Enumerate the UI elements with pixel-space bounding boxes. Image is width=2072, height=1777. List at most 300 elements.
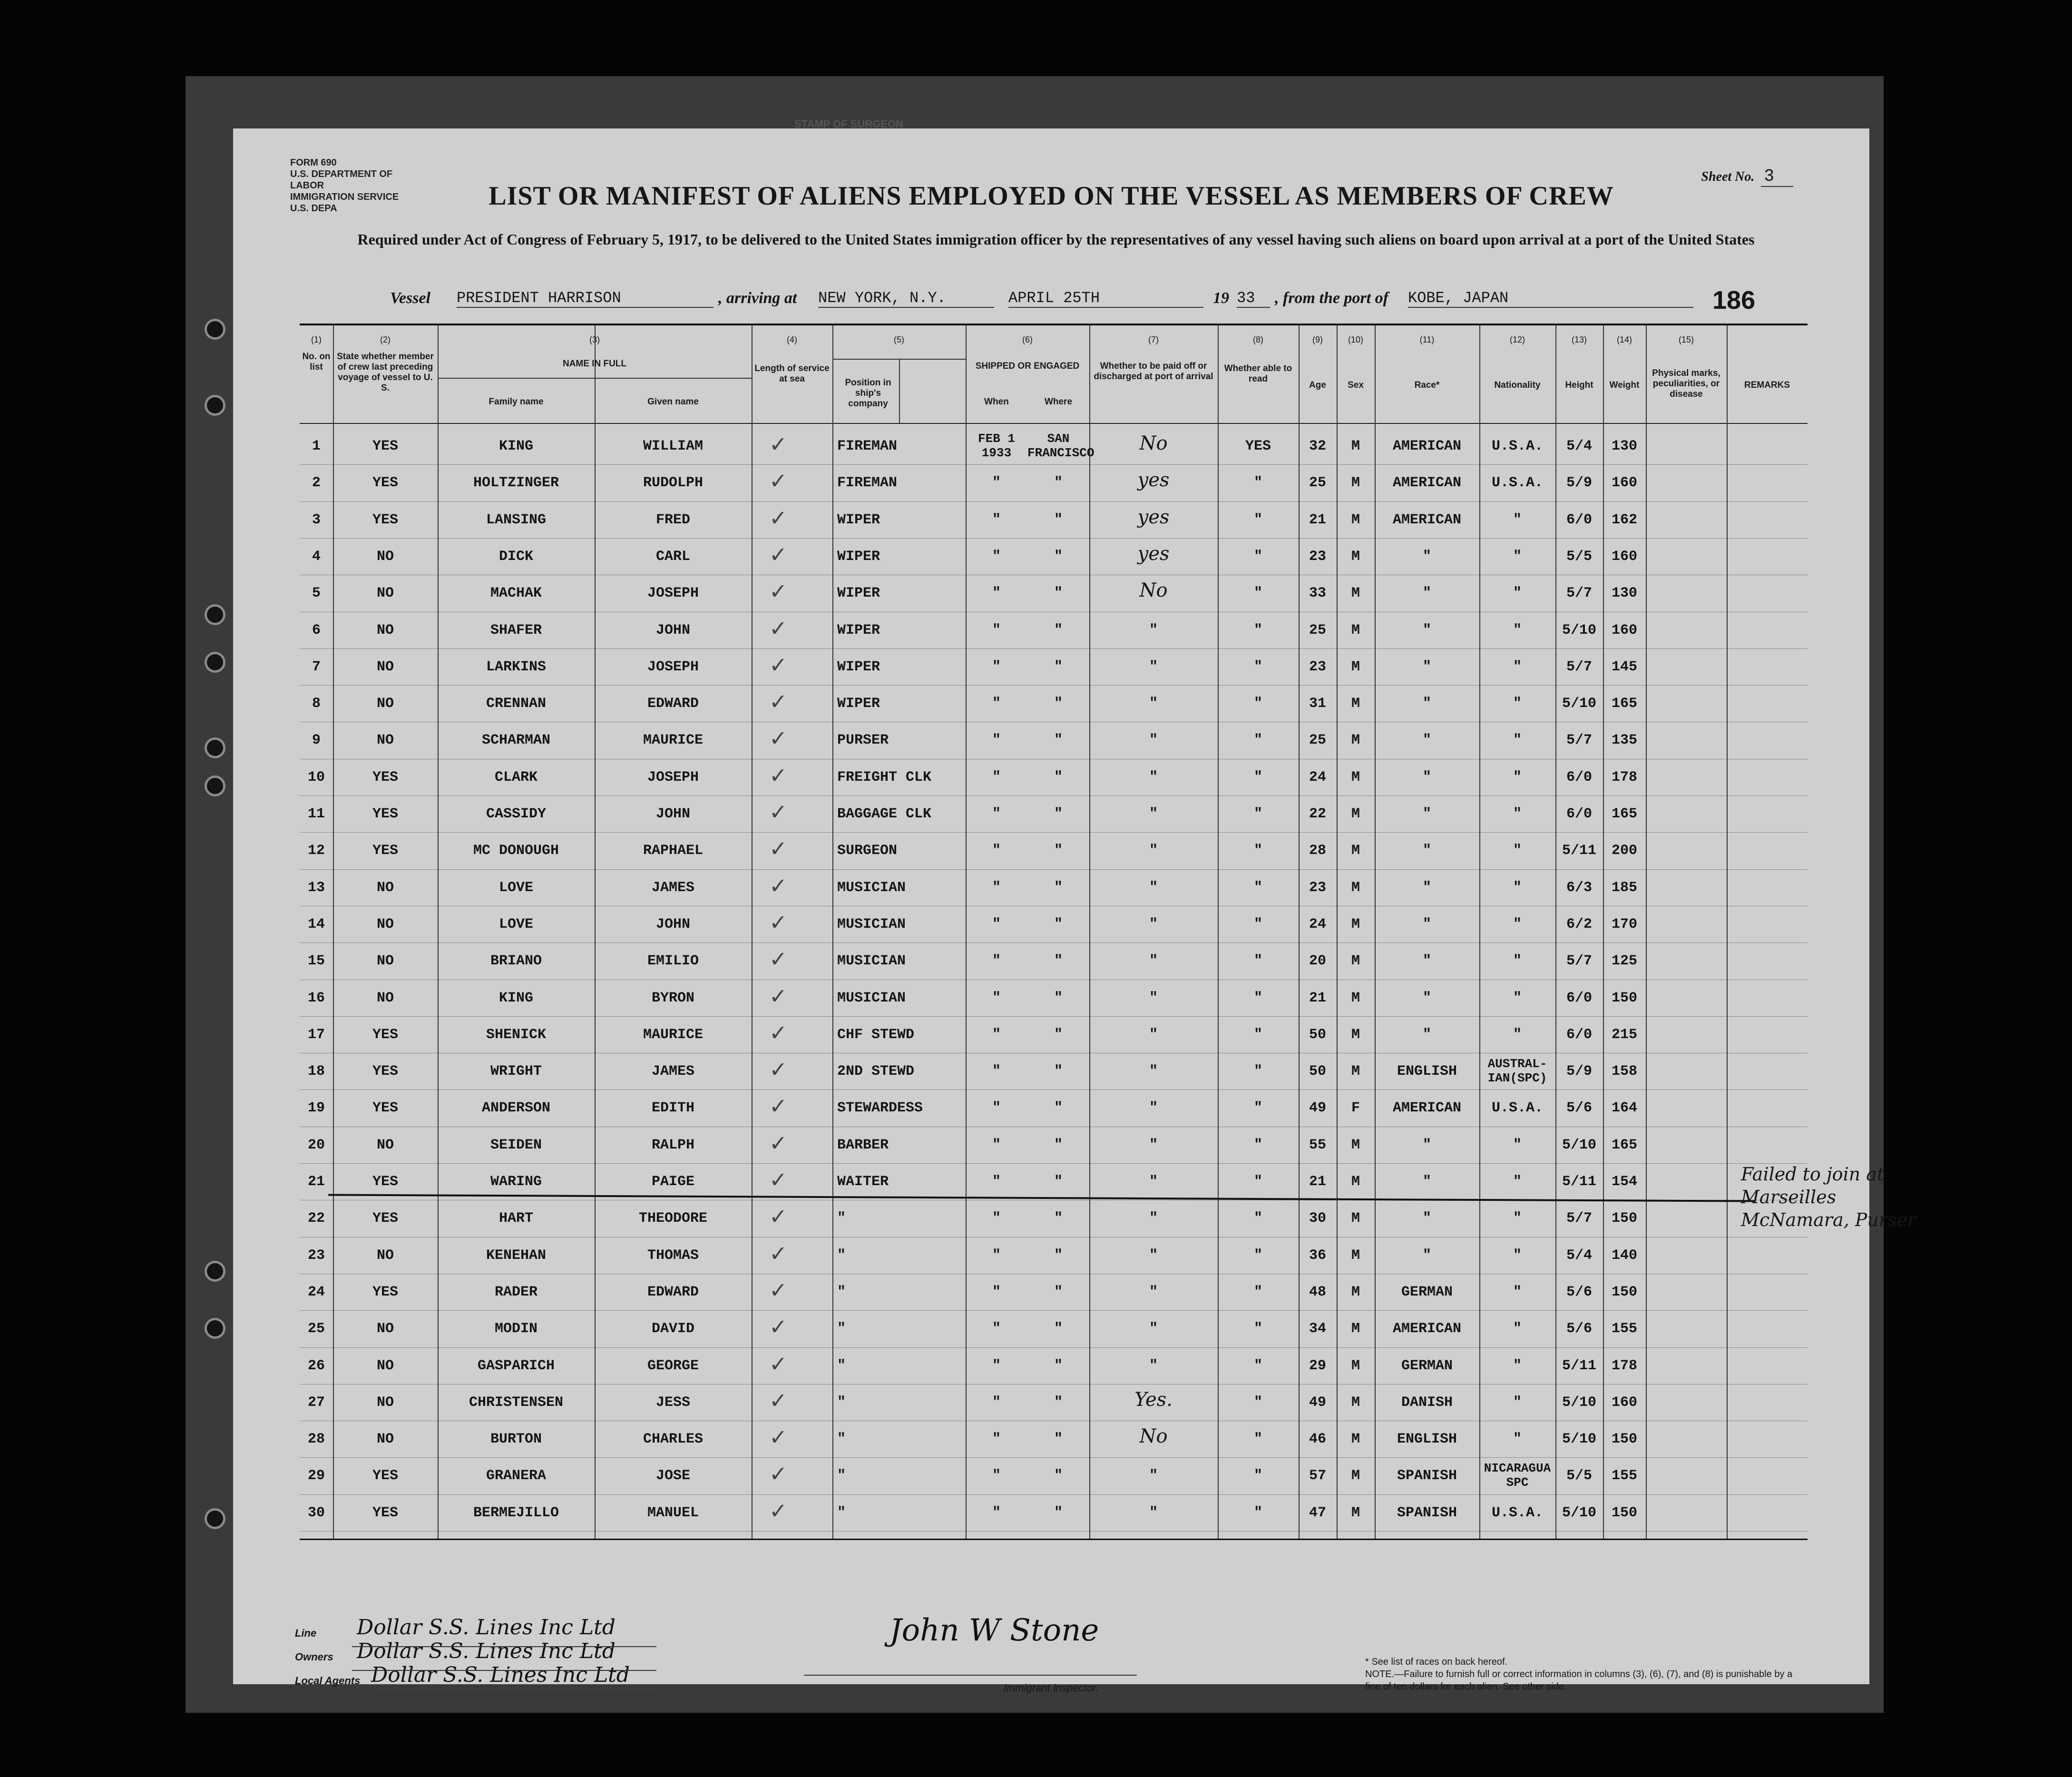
cell-shipped-where: " bbox=[1054, 548, 1063, 565]
cell-sex: M bbox=[1351, 511, 1360, 528]
cell-given-name: JOSEPH bbox=[647, 658, 699, 675]
cell-row-number: 16 bbox=[307, 990, 325, 1006]
cell-shipped-where: " bbox=[1054, 1137, 1063, 1153]
cell-shipped-when: " bbox=[992, 1210, 1001, 1227]
cell-paid-off: " bbox=[1149, 769, 1158, 785]
cell-position: " bbox=[837, 1394, 846, 1411]
arrival-port: NEW YORK, N.Y. bbox=[818, 289, 994, 308]
cell-given-name: EMILIO bbox=[647, 953, 699, 970]
cell-previous-voyage: NO bbox=[376, 1394, 394, 1411]
cell-weight: 140 bbox=[1611, 1247, 1637, 1264]
cell-given-name: PAIGE bbox=[651, 1174, 694, 1190]
row-line bbox=[300, 538, 1808, 539]
cell-shipped-where: " bbox=[1054, 1210, 1063, 1227]
cell-age: 20 bbox=[1309, 953, 1326, 970]
cell-able-to-read: " bbox=[1253, 879, 1262, 896]
cell-sex: M bbox=[1351, 1247, 1360, 1264]
cell-shipped-when: " bbox=[992, 843, 1001, 859]
cell-race: ENGLISH bbox=[1397, 1431, 1457, 1448]
binding-hole bbox=[205, 1261, 225, 1282]
cell-race: " bbox=[1422, 843, 1431, 859]
cell-family-name: SHAFER bbox=[490, 622, 542, 638]
cell-family-name: LOVE bbox=[498, 916, 533, 933]
cell-shipped-where: " bbox=[1054, 696, 1063, 712]
checkmark-icon: ✓ bbox=[771, 909, 786, 938]
cell-shipped-where: " bbox=[1054, 1468, 1063, 1484]
cell-age: 25 bbox=[1309, 732, 1326, 749]
cell-row-number: 1 bbox=[312, 438, 321, 454]
checkmark-icon: ✓ bbox=[771, 983, 786, 1011]
header-able-to-read: Whether able to read bbox=[1224, 363, 1292, 384]
owners-label: Owners bbox=[295, 1651, 333, 1663]
cell-shipped-where: " bbox=[1054, 953, 1063, 970]
cell-height: 5/10 bbox=[1562, 1431, 1596, 1448]
header-divider bbox=[300, 423, 1808, 424]
cell-age: 48 bbox=[1309, 1284, 1326, 1300]
col-number: (2) bbox=[380, 335, 391, 344]
sheet-number: Sheet No. 3 bbox=[1701, 167, 1793, 186]
cell-shipped-when: " bbox=[992, 1284, 1001, 1300]
cell-given-name: RALPH bbox=[651, 1137, 694, 1153]
cell-race: " bbox=[1422, 585, 1431, 602]
header-given-name: Given name bbox=[647, 397, 699, 407]
cell-shipped-when: " bbox=[992, 1174, 1001, 1190]
cell-nationality: " bbox=[1513, 1026, 1522, 1043]
cell-race: " bbox=[1422, 696, 1431, 712]
cell-shipped-where: " bbox=[1054, 732, 1063, 749]
checkmark-icon: ✓ bbox=[771, 762, 786, 791]
cell-shipped-where: " bbox=[1054, 843, 1063, 859]
cell-previous-voyage: NO bbox=[376, 879, 394, 896]
cell-height: 5/11 bbox=[1562, 1357, 1596, 1374]
cell-paid-off: " bbox=[1149, 696, 1158, 712]
cell-previous-voyage: YES bbox=[372, 806, 398, 822]
cell-family-name: BERMEJILLO bbox=[473, 1504, 559, 1521]
header-name-in-full: NAME IN FULL bbox=[562, 359, 627, 369]
checkmark-icon: ✓ bbox=[771, 1093, 786, 1122]
cell-previous-voyage: YES bbox=[372, 438, 398, 454]
cell-shipped-where: " bbox=[1054, 879, 1063, 896]
row-line bbox=[300, 1494, 1808, 1495]
checkmark-icon: ✓ bbox=[771, 873, 786, 901]
cell-height: 5/4 bbox=[1566, 438, 1592, 454]
checkmark-icon: ✓ bbox=[771, 946, 786, 975]
cell-family-name: WRIGHT bbox=[490, 1063, 542, 1080]
cell-weight: 130 bbox=[1611, 438, 1637, 454]
cell-given-name: EDITH bbox=[651, 1100, 694, 1117]
cell-shipped-where: " bbox=[1054, 585, 1063, 602]
cell-age: 33 bbox=[1309, 585, 1326, 602]
line-label: Line bbox=[295, 1627, 317, 1639]
col-number: (7) bbox=[1148, 335, 1159, 344]
binding-hole bbox=[205, 776, 225, 796]
col-number: (11) bbox=[1419, 335, 1435, 344]
cell-previous-voyage: NO bbox=[376, 1321, 394, 1337]
checkmark-icon: ✓ bbox=[771, 1020, 786, 1048]
cell-nationality: " bbox=[1513, 879, 1522, 896]
checkmark-icon: ✓ bbox=[771, 1204, 786, 1232]
agents-signature: Dollar S.S. Lines Inc Ltd bbox=[371, 1663, 630, 1687]
cell-paid-off: " bbox=[1149, 1174, 1158, 1190]
cell-given-name: CARL bbox=[655, 548, 690, 565]
cell-age: 25 bbox=[1309, 622, 1326, 638]
cell-previous-voyage: NO bbox=[376, 732, 394, 749]
cell-row-number: 29 bbox=[307, 1468, 325, 1484]
cell-height: 6/0 bbox=[1566, 806, 1592, 822]
cell-paid-off: " bbox=[1149, 953, 1158, 970]
cell-shipped-when: " bbox=[992, 1137, 1001, 1153]
cell-height: 5/5 bbox=[1566, 548, 1592, 565]
cell-age: 23 bbox=[1309, 879, 1326, 896]
cell-race: " bbox=[1422, 1174, 1431, 1190]
cell-age: 23 bbox=[1309, 548, 1326, 565]
cell-shipped-where: " bbox=[1054, 511, 1063, 528]
cell-able-to-read: " bbox=[1253, 1468, 1262, 1484]
cell-age: 21 bbox=[1309, 511, 1326, 528]
cell-weight: 178 bbox=[1611, 1357, 1637, 1374]
header-sex: Sex bbox=[1348, 380, 1364, 390]
row-line bbox=[300, 1531, 1808, 1532]
cell-race: " bbox=[1422, 806, 1431, 822]
cell-height: 5/5 bbox=[1566, 1468, 1592, 1484]
cell-nationality: " bbox=[1513, 1210, 1522, 1227]
cell-shipped-when: " bbox=[992, 622, 1001, 638]
signature-line bbox=[352, 1646, 656, 1647]
cell-position: BARBER bbox=[837, 1137, 889, 1153]
cell-paid-off: No bbox=[1139, 1425, 1168, 1448]
cell-shipped-where: " bbox=[1054, 1174, 1063, 1190]
cell-height: 6/0 bbox=[1566, 990, 1592, 1006]
cell-paid-off: " bbox=[1149, 1026, 1158, 1043]
header-paid-off: Whether to be paid off or discharged at port of arrival bbox=[1094, 361, 1213, 382]
signature-line bbox=[371, 1694, 656, 1695]
cell-position: " bbox=[837, 1431, 846, 1448]
cell-family-name: LANSING bbox=[486, 511, 547, 528]
cell-row-number: 7 bbox=[312, 658, 321, 675]
cell-weight: 145 bbox=[1611, 658, 1637, 675]
cell-shipped-when: " bbox=[992, 916, 1001, 933]
cell-family-name: LARKINS bbox=[486, 658, 547, 675]
cell-height: 5/6 bbox=[1566, 1321, 1592, 1337]
cell-age: 49 bbox=[1309, 1394, 1326, 1411]
cell-nationality: NICARAGUA SPC bbox=[1484, 1461, 1551, 1490]
binding-hole bbox=[205, 652, 225, 673]
departure-port: KOBE, JAPAN bbox=[1408, 289, 1693, 308]
cell-position: FIREMAN bbox=[837, 438, 898, 454]
cell-weight: 160 bbox=[1611, 548, 1637, 565]
cell-previous-voyage: NO bbox=[376, 585, 394, 602]
cell-family-name: BURTON bbox=[490, 1431, 542, 1448]
cell-height: 5/11 bbox=[1562, 843, 1596, 859]
cell-weight: 130 bbox=[1611, 585, 1637, 602]
cell-family-name: CLARK bbox=[494, 769, 538, 785]
cell-nationality: " bbox=[1513, 806, 1522, 822]
cell-row-number: 3 bbox=[312, 511, 321, 528]
cell-weight: 160 bbox=[1611, 475, 1637, 491]
cell-family-name: CASSIDY bbox=[486, 806, 547, 822]
cell-previous-voyage: YES bbox=[372, 1174, 398, 1190]
header-age: Age bbox=[1309, 380, 1326, 390]
cell-able-to-read: " bbox=[1253, 548, 1262, 565]
cell-race: " bbox=[1422, 1210, 1431, 1227]
cell-shipped-where: " bbox=[1054, 1321, 1063, 1337]
cell-given-name: EDWARD bbox=[647, 696, 699, 712]
cell-shipped-where: " bbox=[1054, 1431, 1063, 1448]
cell-row-number: 19 bbox=[307, 1100, 325, 1117]
cell-weight: 155 bbox=[1611, 1468, 1637, 1484]
cell-weight: 165 bbox=[1611, 1137, 1637, 1153]
cell-given-name: RAPHAEL bbox=[643, 843, 704, 859]
cell-nationality: " bbox=[1513, 732, 1522, 749]
header-where: Where bbox=[1044, 397, 1073, 407]
cell-weight: 155 bbox=[1611, 1321, 1637, 1337]
cell-previous-voyage: YES bbox=[372, 1284, 398, 1300]
cell-age: 47 bbox=[1309, 1504, 1326, 1521]
cell-able-to-read: " bbox=[1253, 990, 1262, 1006]
cell-family-name: HOLTZINGER bbox=[473, 475, 559, 491]
cell-paid-off: " bbox=[1149, 1063, 1158, 1080]
header-position: Position in ship's company bbox=[845, 378, 891, 409]
cell-row-number: 30 bbox=[307, 1504, 325, 1521]
checkmark-icon: ✓ bbox=[771, 505, 786, 533]
checkmark-icon: ✓ bbox=[771, 1498, 786, 1526]
shipped-subline bbox=[832, 359, 966, 360]
cell-position: WIPER bbox=[837, 658, 880, 675]
cell-family-name: KING bbox=[498, 438, 533, 454]
cell-sex: M bbox=[1351, 475, 1360, 491]
cell-given-name: JAMES bbox=[651, 879, 694, 896]
cell-row-number: 11 bbox=[307, 806, 325, 822]
cell-race: SPANISH bbox=[1397, 1504, 1457, 1521]
cell-position: CHF STEWD bbox=[837, 1026, 915, 1043]
cell-given-name: JOSEPH bbox=[647, 585, 699, 602]
header-no: No. on list bbox=[302, 352, 331, 372]
cell-given-name: THOMAS bbox=[647, 1247, 699, 1264]
cell-weight: 215 bbox=[1611, 1026, 1637, 1043]
cell-row-number: 28 bbox=[307, 1431, 325, 1448]
cell-paid-off: " bbox=[1149, 806, 1158, 822]
cell-sex: M bbox=[1351, 1504, 1360, 1521]
cell-shipped-where: " bbox=[1054, 1394, 1063, 1411]
cell-height: 6/2 bbox=[1566, 916, 1592, 933]
cell-paid-off: " bbox=[1149, 1100, 1158, 1117]
cell-shipped-where: " bbox=[1054, 1063, 1063, 1080]
cell-shipped-when: " bbox=[992, 769, 1001, 785]
cell-height: 5/4 bbox=[1566, 1247, 1592, 1264]
cell-shipped-where: " bbox=[1054, 769, 1063, 785]
cell-sex: M bbox=[1351, 585, 1360, 602]
cell-row-number: 26 bbox=[307, 1357, 325, 1374]
cell-height: 5/10 bbox=[1562, 1504, 1596, 1521]
cell-able-to-read: " bbox=[1253, 1174, 1262, 1190]
checkmark-icon: ✓ bbox=[771, 432, 786, 460]
cell-able-to-read: " bbox=[1253, 732, 1262, 749]
cell-row-number: 27 bbox=[307, 1394, 325, 1411]
checkmark-icon: ✓ bbox=[771, 1277, 786, 1306]
binding-hole bbox=[205, 1508, 225, 1529]
cell-able-to-read: " bbox=[1253, 1247, 1262, 1264]
cell-position: " bbox=[837, 1210, 846, 1227]
cell-position: MUSICIAN bbox=[837, 953, 906, 970]
header-race: Race* bbox=[1414, 380, 1440, 390]
checkmark-icon: ✓ bbox=[771, 726, 786, 754]
cell-position: FIREMAN bbox=[837, 475, 898, 491]
cell-race: AMERICAN bbox=[1392, 475, 1462, 491]
cell-age: 50 bbox=[1309, 1063, 1326, 1080]
cell-position: MUSICIAN bbox=[837, 990, 906, 1006]
cell-given-name: BYRON bbox=[651, 990, 694, 1006]
cell-shipped-where: " bbox=[1054, 1026, 1063, 1043]
cell-able-to-read: " bbox=[1253, 1394, 1262, 1411]
header-length-of-service: Length of service at sea bbox=[754, 363, 830, 384]
checkmark-icon: ✓ bbox=[771, 1167, 786, 1195]
cell-previous-voyage: NO bbox=[376, 1431, 394, 1448]
cell-row-number: 24 bbox=[307, 1284, 325, 1300]
header-height: Height bbox=[1565, 380, 1593, 390]
cell-sex: M bbox=[1351, 769, 1360, 785]
cell-shipped-when: " bbox=[992, 1321, 1001, 1337]
cell-shipped-where: " bbox=[1054, 916, 1063, 933]
cell-family-name: SHENICK bbox=[486, 1026, 547, 1043]
cell-sex: M bbox=[1351, 1137, 1360, 1153]
cell-position: WIPER bbox=[837, 511, 880, 528]
vessel-label: Vessel bbox=[390, 289, 430, 307]
cell-shipped-when: " bbox=[992, 1357, 1001, 1374]
cell-weight: 154 bbox=[1611, 1174, 1637, 1190]
binding-hole bbox=[205, 604, 225, 625]
row-line bbox=[300, 1347, 1808, 1348]
cell-able-to-read: " bbox=[1253, 953, 1262, 970]
inspector-signature: John W Stone bbox=[889, 1613, 1099, 1648]
cell-race: " bbox=[1422, 879, 1431, 896]
cell-able-to-read: " bbox=[1253, 658, 1262, 675]
cell-sex: M bbox=[1351, 1284, 1360, 1300]
cell-shipped-when: " bbox=[992, 1468, 1001, 1484]
cell-nationality: U.S.A. bbox=[1491, 475, 1544, 491]
cell-family-name: LOVE bbox=[498, 879, 533, 896]
col-divider bbox=[1646, 325, 1647, 1539]
cell-row-number: 21 bbox=[307, 1174, 325, 1190]
cell-paid-off: " bbox=[1149, 658, 1158, 675]
arrival-date: APRIL 25TH bbox=[1008, 289, 1203, 308]
cell-previous-voyage: NO bbox=[376, 916, 394, 933]
cell-weight: 150 bbox=[1611, 1284, 1637, 1300]
cell-row-number: 9 bbox=[312, 732, 321, 749]
cell-given-name: CHARLES bbox=[643, 1431, 704, 1448]
cell-family-name: BRIANO bbox=[490, 953, 542, 970]
cell-shipped-when: " bbox=[992, 806, 1001, 822]
cell-given-name: JESS bbox=[655, 1394, 690, 1411]
cell-able-to-read: " bbox=[1253, 475, 1262, 491]
cell-paid-off: No bbox=[1139, 579, 1168, 602]
cell-nationality: " bbox=[1513, 1431, 1522, 1448]
cell-position: " bbox=[837, 1284, 846, 1300]
cell-shipped-when: " bbox=[992, 1026, 1001, 1043]
cell-age: 29 bbox=[1309, 1357, 1326, 1374]
cell-shipped-where: " bbox=[1054, 1284, 1063, 1300]
cell-paid-off: " bbox=[1149, 1247, 1158, 1264]
cell-height: 5/7 bbox=[1566, 953, 1592, 970]
row-line bbox=[300, 1016, 1808, 1017]
cell-paid-off: " bbox=[1149, 1504, 1158, 1521]
cell-nationality: " bbox=[1513, 585, 1522, 602]
header-physical-marks: Physical marks, peculiarities, or disease bbox=[1652, 368, 1720, 399]
cell-shipped-where: " bbox=[1054, 622, 1063, 638]
cell-sex: M bbox=[1351, 1357, 1360, 1374]
cell-family-name: KENEHAN bbox=[486, 1247, 547, 1264]
line-signature: Dollar S.S. Lines Inc Ltd bbox=[357, 1615, 616, 1640]
cell-paid-off: " bbox=[1149, 843, 1158, 859]
header-family-name: Family name bbox=[489, 397, 544, 407]
cell-race: " bbox=[1422, 658, 1431, 675]
cell-shipped-when: " bbox=[992, 1100, 1001, 1117]
cell-previous-voyage: YES bbox=[372, 1468, 398, 1484]
cell-height: 6/0 bbox=[1566, 1026, 1592, 1043]
cell-sex: M bbox=[1351, 622, 1360, 638]
cell-given-name: JAMES bbox=[651, 1063, 694, 1080]
cell-shipped-where: " bbox=[1054, 1100, 1063, 1117]
cell-given-name: DAVID bbox=[651, 1321, 694, 1337]
cell-shipped-when: " bbox=[992, 1394, 1001, 1411]
cell-nationality: U.S.A. bbox=[1491, 1100, 1544, 1117]
year-prefix: 19 bbox=[1213, 289, 1229, 307]
cell-able-to-read: " bbox=[1253, 1100, 1262, 1117]
cell-height: 5/10 bbox=[1562, 622, 1596, 638]
cell-previous-voyage: NO bbox=[376, 1357, 394, 1374]
cell-previous-voyage: NO bbox=[376, 990, 394, 1006]
cell-position: WAITER bbox=[837, 1174, 889, 1190]
cell-position: " bbox=[837, 1321, 846, 1337]
cell-position: FREIGHT CLK bbox=[837, 769, 932, 785]
cell-race: " bbox=[1422, 548, 1431, 565]
cell-race: AMERICAN bbox=[1392, 1321, 1462, 1337]
cell-race: SPANISH bbox=[1397, 1468, 1457, 1484]
cell-family-name: CHRISTENSEN bbox=[469, 1394, 564, 1411]
cell-able-to-read: " bbox=[1253, 511, 1262, 528]
cell-previous-voyage: NO bbox=[376, 1137, 394, 1153]
cell-height: 5/10 bbox=[1562, 1137, 1596, 1153]
col-number: (12) bbox=[1509, 335, 1525, 344]
cell-row-number: 2 bbox=[312, 475, 321, 491]
cell-shipped-where: SAN FRANCISCO bbox=[1027, 432, 1095, 460]
cell-age: 34 bbox=[1309, 1321, 1326, 1337]
cell-family-name: MC DONOUGH bbox=[473, 843, 559, 859]
cell-race: AMERICAN bbox=[1392, 1100, 1462, 1117]
col-number: (10) bbox=[1348, 335, 1363, 344]
cell-nationality: U.S.A. bbox=[1491, 438, 1544, 454]
cell-family-name: KING bbox=[498, 990, 533, 1006]
cell-shipped-when: " bbox=[992, 658, 1001, 675]
binding-hole bbox=[205, 319, 225, 340]
cell-row-number: 23 bbox=[307, 1247, 325, 1264]
cell-row-number: 8 bbox=[312, 696, 321, 712]
cell-given-name: JOHN bbox=[655, 916, 690, 933]
cell-paid-off: " bbox=[1149, 916, 1158, 933]
cell-able-to-read: " bbox=[1253, 1210, 1262, 1227]
vessel-line bbox=[233, 285, 1869, 314]
cell-age: 21 bbox=[1309, 1174, 1326, 1190]
cell-previous-voyage: YES bbox=[372, 511, 398, 528]
checkmark-icon: ✓ bbox=[771, 1057, 786, 1085]
col-divider bbox=[832, 325, 833, 1539]
cell-row-number: 20 bbox=[307, 1137, 325, 1153]
cell-row-number: 6 bbox=[312, 622, 321, 638]
cell-row-number: 17 bbox=[307, 1026, 325, 1043]
cell-shipped-when: " bbox=[992, 696, 1001, 712]
checkmark-icon: ✓ bbox=[771, 468, 786, 497]
cell-sex: M bbox=[1351, 990, 1360, 1006]
cell-previous-voyage: YES bbox=[372, 1063, 398, 1080]
